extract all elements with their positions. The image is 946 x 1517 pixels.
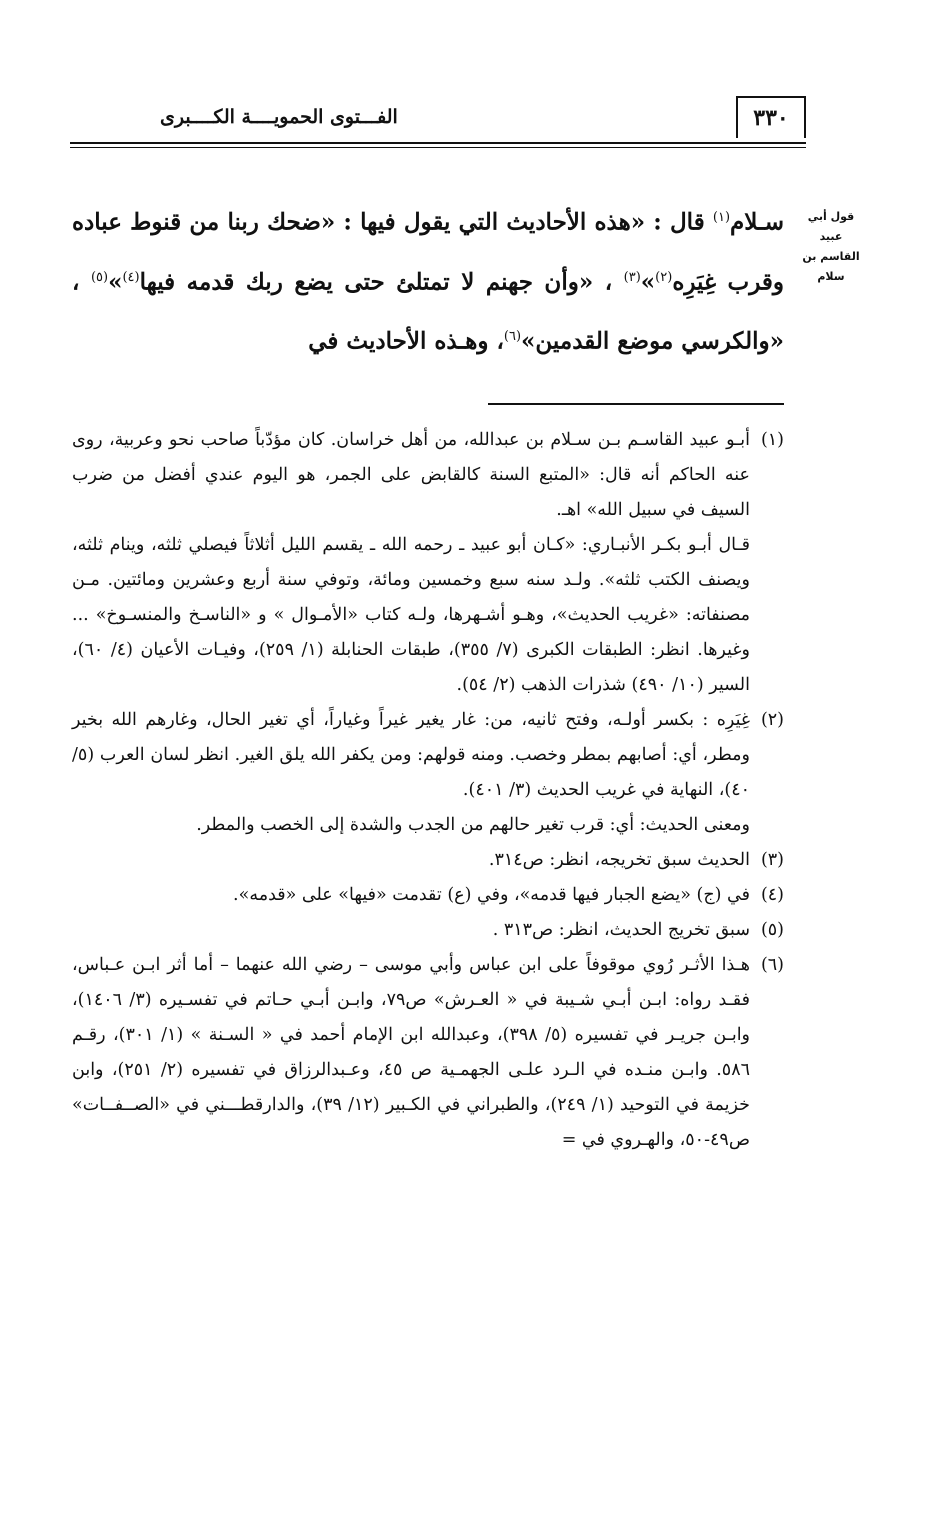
footnote-text: الحديث سبق تخريجه، انظر: ص٣١٤. — [488, 850, 750, 870]
main-text-segment: » — [108, 268, 123, 296]
footnote-ref-2[interactable]: (٢) — [655, 269, 673, 285]
running-title: الفـــتوى الحمويــــة الكــــبرى — [160, 106, 398, 128]
page-number: ٣٣٠ — [736, 96, 806, 138]
footnote-ref-1[interactable]: (١) — [712, 210, 731, 225]
footnote-text: هـذا الأثـر رُوي موقوفاً على ابن عباس وأبي موسى – رضي الله عنهما – أما أثر ابـن عـباس، فقـد رواه: ابـن أبـي شـيبة في « العـرش» ص٧٩، وابـن أبـي حـاتم في تفسـيره (٣/ ١٤٠٦)، وابـن جريـر في تفسيره (٥/ ٣٩٨)، وعبدالله ابن الإمام أحمد في « السـنة » (١/ ٣٠١)، رقـم ٥٨٦. وابـن منـده في الـرد علـى الجهمـية ص ٤٥، وعـبدالرزاق في تفسيره (٢/ ٢٥١)، وابن خزيمة في التوحيد (١/ ٢٤٩)، والطبراني في الكـبير (١٢/ ٣٩)، والدارقطـــني في «الصــفــات» ص٤٩-٥٠، والهـروي في = — [72, 955, 751, 1150]
footnote-number: (٦) — [760, 955, 784, 975]
footnote-text: سبق تخريج الحديث، انظر: ص٣١٣ . — [492, 920, 750, 940]
footnote-number: (٥) — [760, 920, 784, 940]
margin-note-line: القاسم بن — [802, 250, 860, 263]
footnote-divider — [488, 403, 784, 405]
margin-note-line: عبيد — [819, 230, 843, 243]
main-text-segment: سـلام — [730, 208, 784, 236]
footnote-number: (٣) — [760, 850, 784, 870]
footnote-text: غِيَرِه : بكسر أولـه، وفتح ثانيه، من: غار يغير غيراً وغياراً، أي تغير الحال، وغارهم الله بخير ومطر، أي: أصابهم بمطر وخصب. ومنه قولهم: ومن يكفر الله يلق الغير. انظر لسان العرب (٥/ ٤٠)، النهاية في غريب الحديث (٣/ ٤٠١). — [72, 710, 750, 800]
footnote-ref-5[interactable]: (٥) — [90, 269, 109, 285]
footnote-number: (٢) — [760, 710, 784, 730]
footnote-3 — [72, 843, 784, 878]
page-header — [70, 96, 806, 144]
footnote-5 — [72, 913, 784, 948]
footnote-1-continuation: قـال أبـو بكـر الأنبـاري: «كـان أبو عبيد ـ رحمه الله ـ يقسم الليل أثلاثاً فيصلي ثلثه، وينام ثلثه، ويصنف الكتب ثلثه». ولـد سنه سبع وخمسين ومائة، وتوفي سنة أربع وعشرين ومائتين. مـن مصنفاته: «غريب الحديث»، وهـو أشـهرها، ولـه كتاب «الأمـوال » و «الناسـخ والمنسـوخ» ... وغيرها. انظر: الطبقات الكبرى (٧/ ٣٥٥)، طبقات الحنابلة (١/ ٢٥٩)، وفيـات الأعيان (٤/ ٦٠)، السير (١٠/ ٤٩٠) شذرات الذهب (٢/ ٥٤). — [72, 535, 750, 695]
margin-note-line: سلام — [817, 270, 845, 283]
footnote-number: (٤) — [760, 885, 784, 905]
footnote-text: أبـو عبيد القاسـم بـن سـلام بن عبدالله، من أهل خراسان. كان مؤدّباً صاحب نحو وعربية، روى عنه الحاكم أنه قال: «المتبع السنة كالقابض على الجمر، هو اليوم عندي أفضل من ضرب السيف في سبيل الله» اهـ. — [72, 430, 750, 520]
footnotes — [72, 423, 784, 1158]
footnote-2-continuation: ومعنى الحديث: أي: قرب تغير حالهم من الجدب والشدة إلى الخصب والمطر. — [196, 815, 750, 835]
main-text-segment: » — [640, 268, 656, 296]
main-text-segment: ، «والكرسي موضع القدمين» — [72, 268, 784, 355]
footnote-6 — [72, 948, 784, 1158]
margin-note — [790, 207, 872, 287]
footnote-ref-3[interactable]: (٣) — [623, 269, 641, 285]
main-text — [72, 190, 784, 369]
footnote-ref-6[interactable]: (٦) — [503, 329, 522, 345]
footnote-number: (١) — [760, 430, 784, 450]
footnote-4 — [72, 878, 784, 913]
footnote-2 — [72, 703, 784, 808]
footnote-text: في (ج) «يضع الجبار فيها قدمه»، وفي (ع) تقدمت «فيها» على «قدمه». — [233, 885, 750, 905]
main-text-segment: قال : «هذه الأحاديث التي يقول فيها : «ضحك ربنا من قنوط عباده وقرب غِيَرِه — [72, 208, 784, 296]
footnote-1 — [72, 423, 784, 528]
margin-note-line: قول أبي — [807, 210, 855, 223]
main-text-segment: ، «وأن جهنم لا تمتلئ حتى يضع ربك قدمه فيها — [139, 268, 624, 296]
footnote-ref-4[interactable]: (٤) — [122, 269, 140, 285]
main-text-segment: ، وهـذه الأحاديث في — [308, 327, 504, 355]
